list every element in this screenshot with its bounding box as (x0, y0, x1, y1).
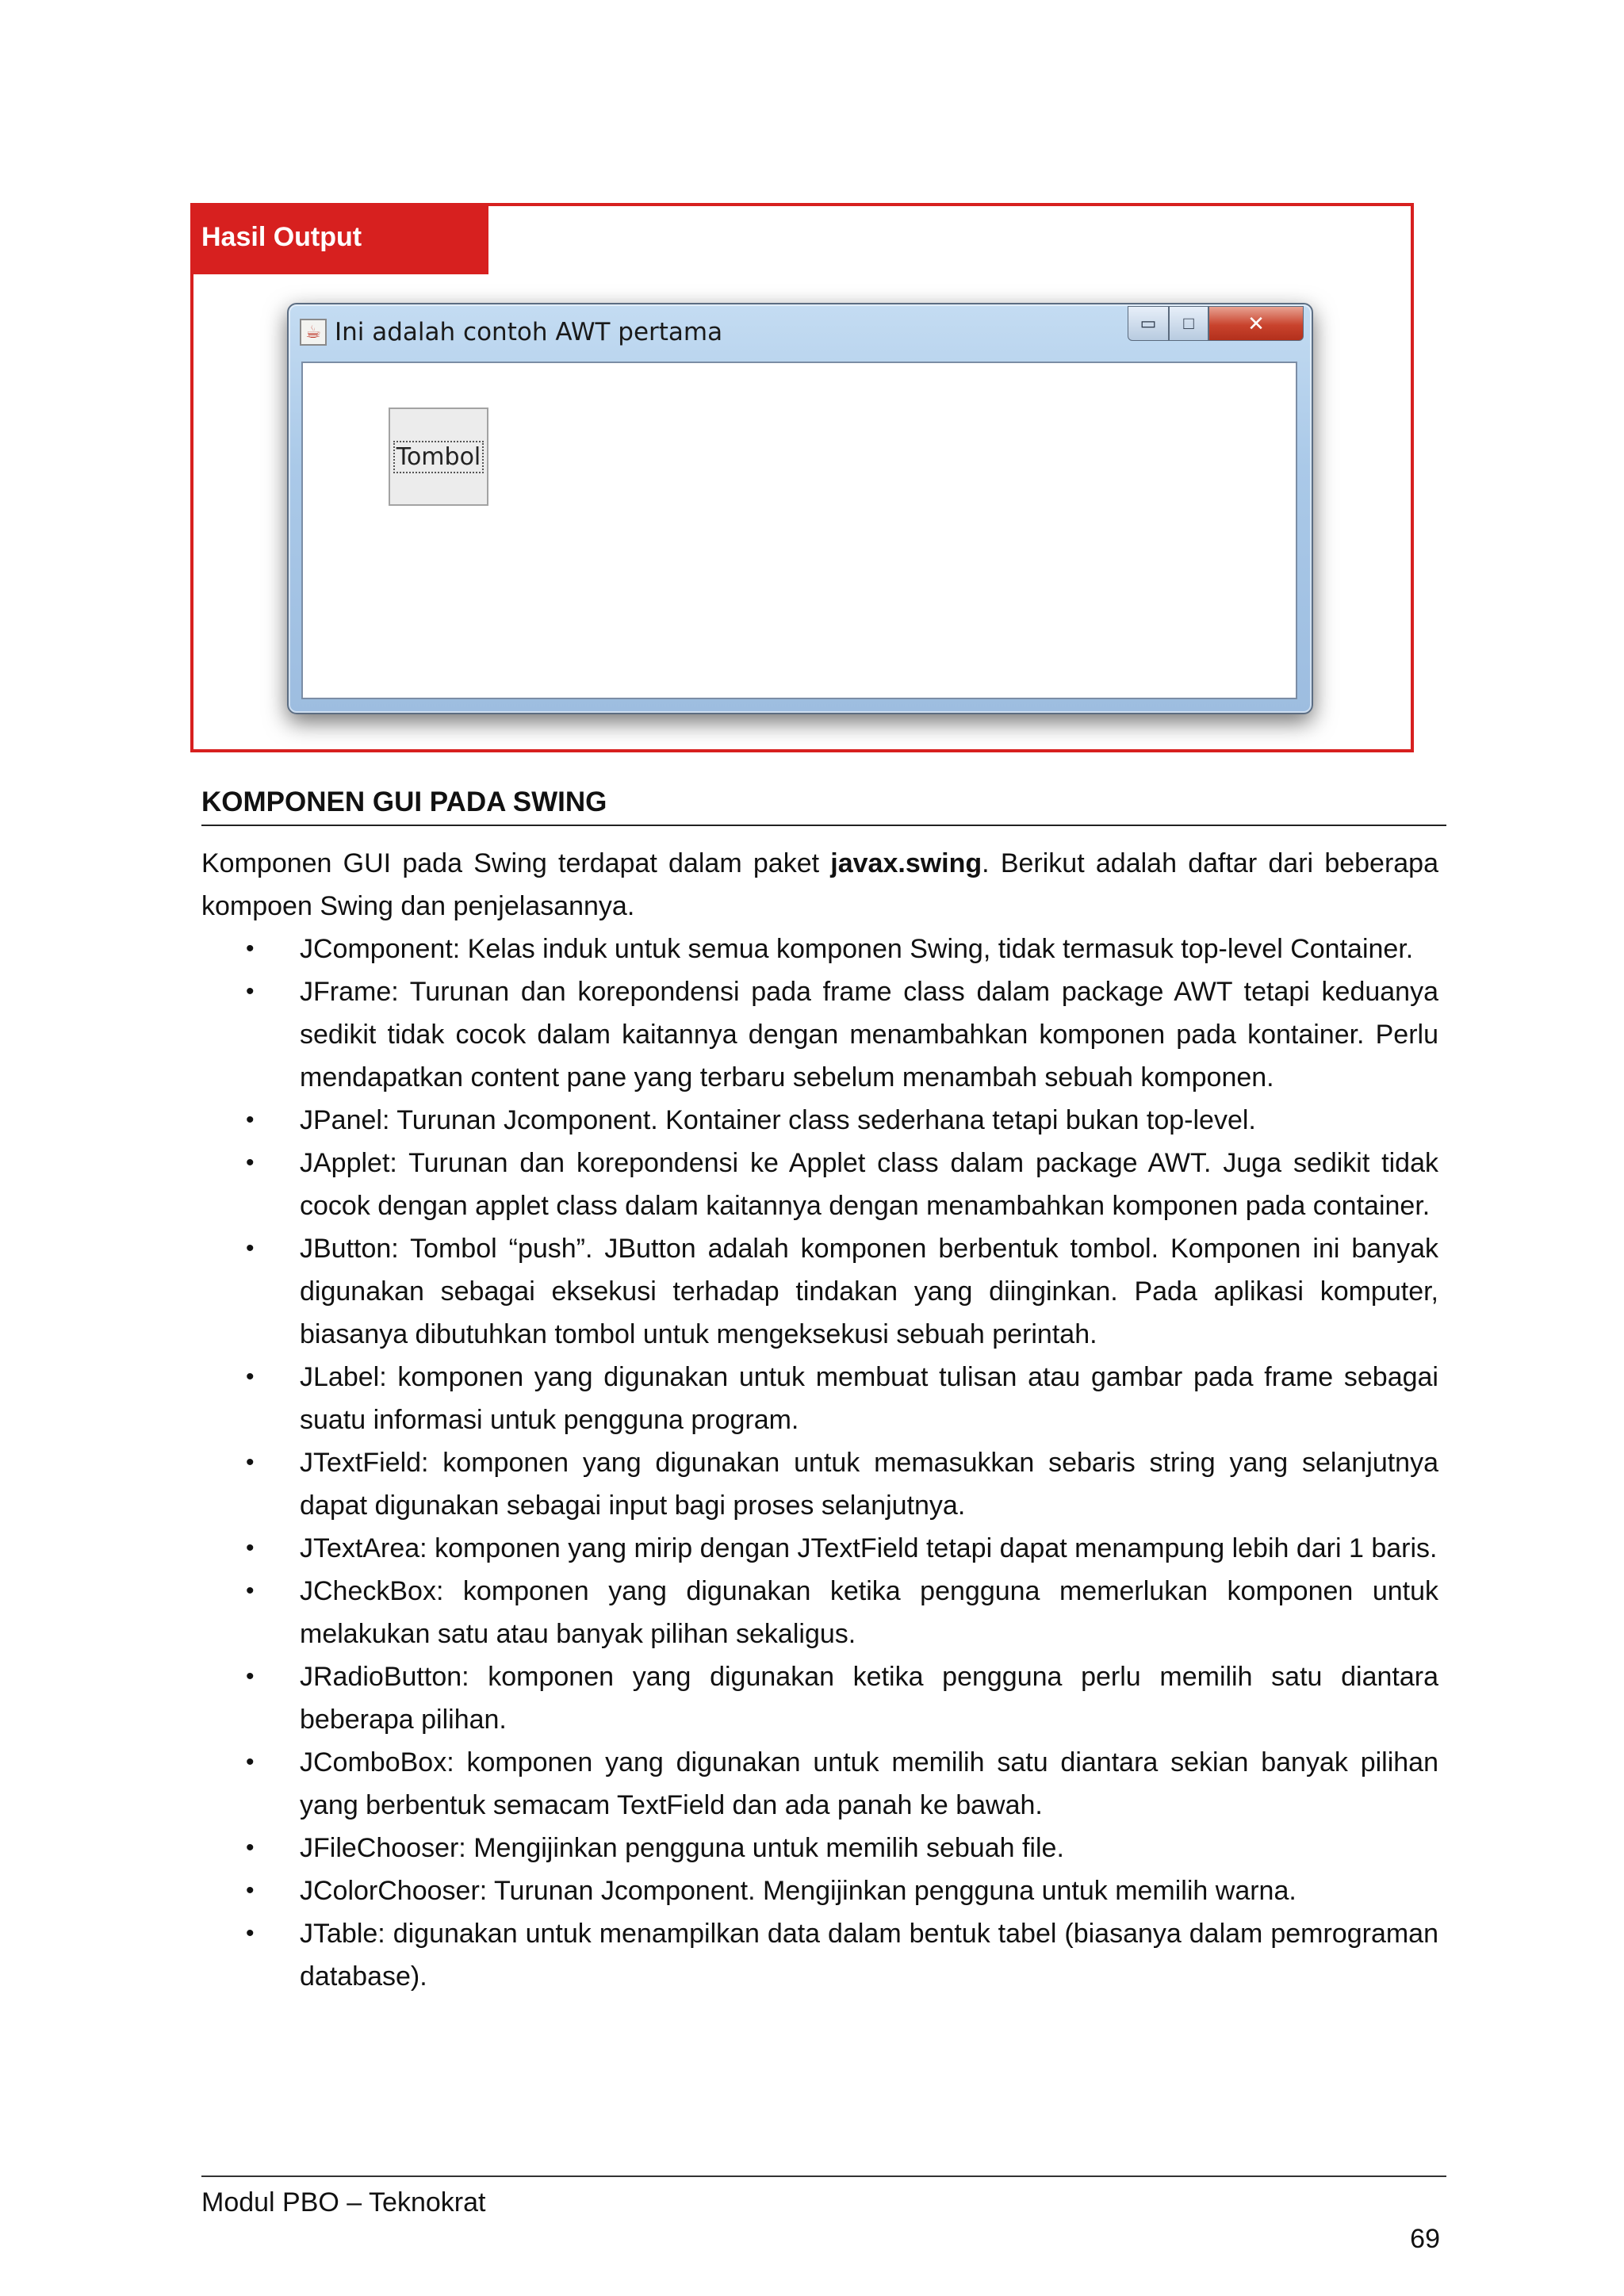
maximize-icon: □ (1183, 313, 1194, 333)
section-content (201, 842, 1438, 1998)
list-item-text: JFileChooser: Mengijinkan pengguna untuk memilih sebuah file. (300, 1833, 1064, 1863)
list-item (201, 1099, 1438, 1142)
bullet-icon: • (246, 1535, 255, 1561)
list-item (201, 1912, 1438, 1998)
maximize-button[interactable] (1169, 306, 1208, 341)
list-item-text: JFrame: Turunan dan korepondensi pada frame class dalam package AWT tetapi keduanya sedikit tidak cocok dalam kaitannya dengan menambahkan komponen pada kontainer. Perlu mendapatkan content pane yang terbaru sebelum menambah sebuah komponen. (300, 977, 1438, 1093)
output-label: Hasil Output (193, 206, 488, 274)
window-content (301, 362, 1297, 699)
bullet-icon: • (246, 978, 255, 1004)
package-name: javax.swing (830, 848, 982, 878)
list-item-text: JApplet: Turunan dan korepondensi ke Applet class dalam package AWT. Juga sedikit tidak cocok dengan applet class dalam kaitannya dengan menambahkan komponen pada container. (300, 1148, 1438, 1221)
bullet-icon: • (246, 1150, 255, 1176)
list-item-text: JTable: digunakan untuk menampilkan data dalam bentuk tabel (biasanya dalam pemrograman database). (300, 1919, 1438, 1992)
bullet-icon: • (246, 1663, 255, 1689)
list-item (201, 1570, 1438, 1655)
component-list (201, 928, 1438, 1998)
bullet-icon: • (246, 1449, 255, 1475)
list-item (201, 1441, 1438, 1527)
list-item (201, 970, 1438, 1099)
bullet-icon: • (246, 1364, 255, 1390)
list-item-text: JTextArea: komponen yang mirip dengan JTextField tetapi dapat menampung lebih dari 1 baris. (300, 1533, 1438, 1563)
bullet-icon: • (246, 1107, 255, 1133)
list-item (201, 1741, 1438, 1827)
list-item-text: JTextField: komponen yang digunakan untuk memasukkan sebaris string yang selanjutnya dapat digunakan sebagai input bagi proses selanjutnya. (300, 1448, 1438, 1521)
list-item (201, 1527, 1438, 1570)
close-button[interactable] (1208, 306, 1304, 341)
list-item (201, 928, 1438, 970)
bullet-icon: • (246, 1578, 255, 1604)
java-app-icon: ☕ (300, 319, 327, 346)
list-item-text: JColorChooser: Turunan Jcomponent. Mengijinkan pengguna untuk memilih warna. (300, 1876, 1297, 1906)
footer-divider (201, 2175, 1446, 2177)
minimize-button[interactable] (1128, 306, 1169, 341)
output-box (190, 203, 1414, 752)
bullet-icon: • (246, 1835, 255, 1861)
intro-paragraph: Komponen GUI pada Swing terdapat dalam paket javax.swing. Berikut adalah daftar dari beberapa kompoen Swing dan penjelasannya. (201, 848, 1439, 921)
list-item-text: JRadioButton: komponen yang digunakan ketika pengguna perlu memilih satu diantara beberapa pilihan. (300, 1662, 1438, 1735)
minimize-icon: ▭ (1139, 313, 1157, 333)
list-item-text: JPanel: Turunan Jcomponent. Kontainer class sederhana tetapi bukan top-level. (300, 1105, 1256, 1135)
close-icon: ✕ (1247, 311, 1265, 335)
list-item-text: JComboBox: komponen yang digunakan untuk memilih satu diantara sekian banyak pilihan yang berbentuk semacam TextField dan ada panah ke bawah. (300, 1747, 1438, 1820)
tombol-button-label: Tombol (393, 441, 485, 473)
list-item (201, 1869, 1438, 1912)
list-item-text: JButton: Tombol “push”. JButton adalah komponen berbentuk tombol. Komponen ini banyak digunakan sebagai eksekusi terhadap tindakan yang diinginkan. Pada aplikasi komputer, biasanya dibutuhkan tombol untuk mengeksekusi sebuah perintah. (300, 1234, 1438, 1349)
section-title: KOMPONEN GUI PADA SWING (201, 780, 1446, 826)
list-item (201, 1227, 1438, 1356)
bullet-icon: • (246, 1920, 255, 1946)
bullet-icon: • (246, 1749, 255, 1775)
list-item (201, 1827, 1438, 1869)
list-item-text: JComponent: Kelas induk untuk semua komponen Swing, tidak termasuk top-level Container. (300, 934, 1414, 964)
window-controls (1128, 306, 1304, 342)
list-item (201, 1356, 1438, 1441)
footer-text: Modul PBO – Teknokrat (201, 2187, 486, 2218)
list-item-text: JLabel: komponen yang digunakan untuk membuat tulisan atau gambar pada frame sebagai suatu informasi untuk pengguna program. (300, 1362, 1438, 1435)
list-item-text: JCheckBox: komponen yang digunakan ketika pengguna memerlukan komponen untuk melakukan satu atau banyak pilihan sekaligus. (300, 1576, 1438, 1649)
window-title: Ini adalah contoh AWT pertama (335, 318, 723, 346)
tombol-button[interactable] (389, 408, 488, 506)
bullet-icon: • (246, 1235, 255, 1261)
list-item (201, 1655, 1438, 1741)
awt-window (287, 303, 1313, 714)
list-item (201, 1142, 1438, 1227)
page-number: 69 (1410, 2224, 1440, 2254)
bullet-icon: • (246, 936, 255, 962)
bullet-icon: • (246, 1877, 255, 1904)
